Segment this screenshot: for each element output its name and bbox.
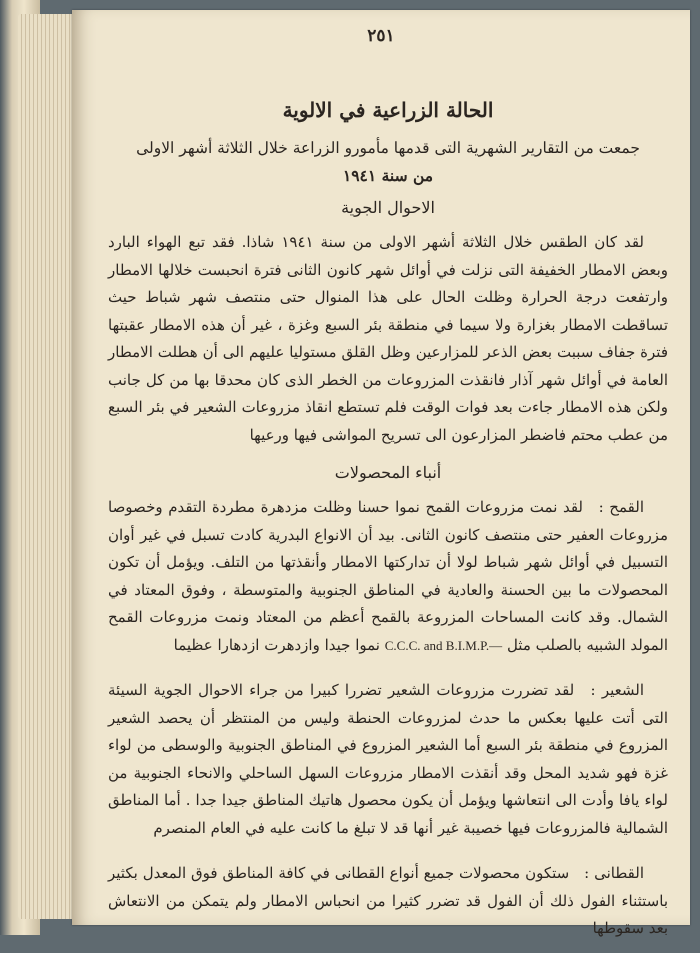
- page-stack: [18, 14, 78, 919]
- crops-heading: أنباء المحصولات: [334, 463, 442, 482]
- weather-paragraph: [108, 229, 668, 449]
- subtitle-line-1: جمعت من التقارير الشهرية التى قدمها مأمورو الزراعة خلال الثلاثة أشهر الاولى: [136, 139, 640, 157]
- wheat-paragraph: [108, 494, 668, 659]
- spacer: [108, 852, 668, 860]
- barley-paragraph: [108, 677, 668, 842]
- wheat-latin-varieties: C.C.C. and B.I.M.P.—: [384, 637, 503, 653]
- page-content: [108, 46, 668, 953]
- wheat-label: القمح :: [598, 498, 644, 516]
- page-number: ٢٥١: [367, 26, 395, 46]
- legumes-paragraph: [108, 860, 668, 943]
- weather-heading: الاحوال الجوية: [341, 198, 435, 217]
- legumes-text: ستكون محصولات جميع أنواع القطانى في كافة المناطق فوق المعدل بكثير باستثناء الفول ذلك أن الفول قد تضرر كثيرا من انحباس الامطار ولم يتمكن من الانتعاش بعد سقوطها: [108, 864, 668, 937]
- legumes-label: القطانى :: [584, 864, 644, 882]
- page-title: الحالة الزراعية في الالوية: [282, 98, 494, 122]
- barley-label: الشعير :: [590, 681, 644, 699]
- wheat-closing: نموا جيدا وازدهرت ازدهارا عظيما: [173, 635, 380, 654]
- page-subtitle: [108, 134, 668, 190]
- document-page: [72, 10, 690, 937]
- weather-text: لقد كان الطقس خلال الثلاثة أشهر الاولى من سنة ١٩٤١ شاذا. فقد تبع الهواء البارد وبعض الامطار الخفيفة التى نزلت في أوائل شهر كانون الثانى فترة انحبست خلالها الامطار وارتفعت درجة الحرارة وظلت الحال على هذا المنوال حتى منتصف شهر شباط حيث تساقطت الامطار بغزارة ولا سيما في منطقة بئر السبع وغزة ، غير أن هذه الامطار عقبتها فترة جفاف سببت بعض الذعر للمزارعين وظل القلق مستوليا عليهم الى أن هطلت الامطار العامة في أوائل شهر آذار فانقذت المزروعات من الخطر الذى كان محدقا بها من كل جانب ولكن هذه الامطار جاءت بعد فوات الوقت فلم تستطع انقاذ مزروعات الشعير في بئر السبع من عطب محتم فاضطر المزارعون الى تسريح المواشى فيها ورعيها: [108, 233, 669, 444]
- barley-text: لقد تضررت مزروعات الشعير تضررا كبيرا من جراء الاحوال الجوية السيئة التى أتت عليها بعكس ما حدث لمزروعات الحنطة وليس من المنتظر أن يحصد الشعير المزروع في منطقة بئر السبع أما الشعير المزروع في المناطق الجنوبية والوسطى من لواء غزة فهو شديد المحل وقد أنقذت الامطار مزروعات السهل الساحلي والانحاء الجنوبية من لواء يافا وأدت الى انتعاشها ويؤمل أن يكون محصول هاتيك المناطق جيدا جدا . أما المناطق الشمالية فالمزروعات فيها خصيبة غير أنها قد لا تبلغ ما كانت عليه في العام المنصرم: [108, 681, 668, 837]
- wheat-text: لقد نمت مزروعات القمح نموا حسنا وظلت مزدهرة مطردة التقدم وخصوصا مزروعات العفير حتى منتصف كانون الثانى. بيد أن الانواع البدرية كادت تسبل في غير أوان التسبيل في أوائل شهر شباط لولا أن تداركتها الامطار وأنقذتها من التلف. ويؤمل أن تكون المحصولات ما بين الحسنة والعادية في المناطق الجنوبية والمتوسطة ، وفوق المعتاد في الشمال. وقد كانت المساحات المزروعة بالقمح أعظم من المعتاد ونمت مزروعات القمح المولد الشبيه بالصلب مثل: [108, 498, 668, 654]
- subtitle-line-2: من سنة ١٩٤١: [342, 166, 434, 185]
- spacer: [108, 669, 668, 677]
